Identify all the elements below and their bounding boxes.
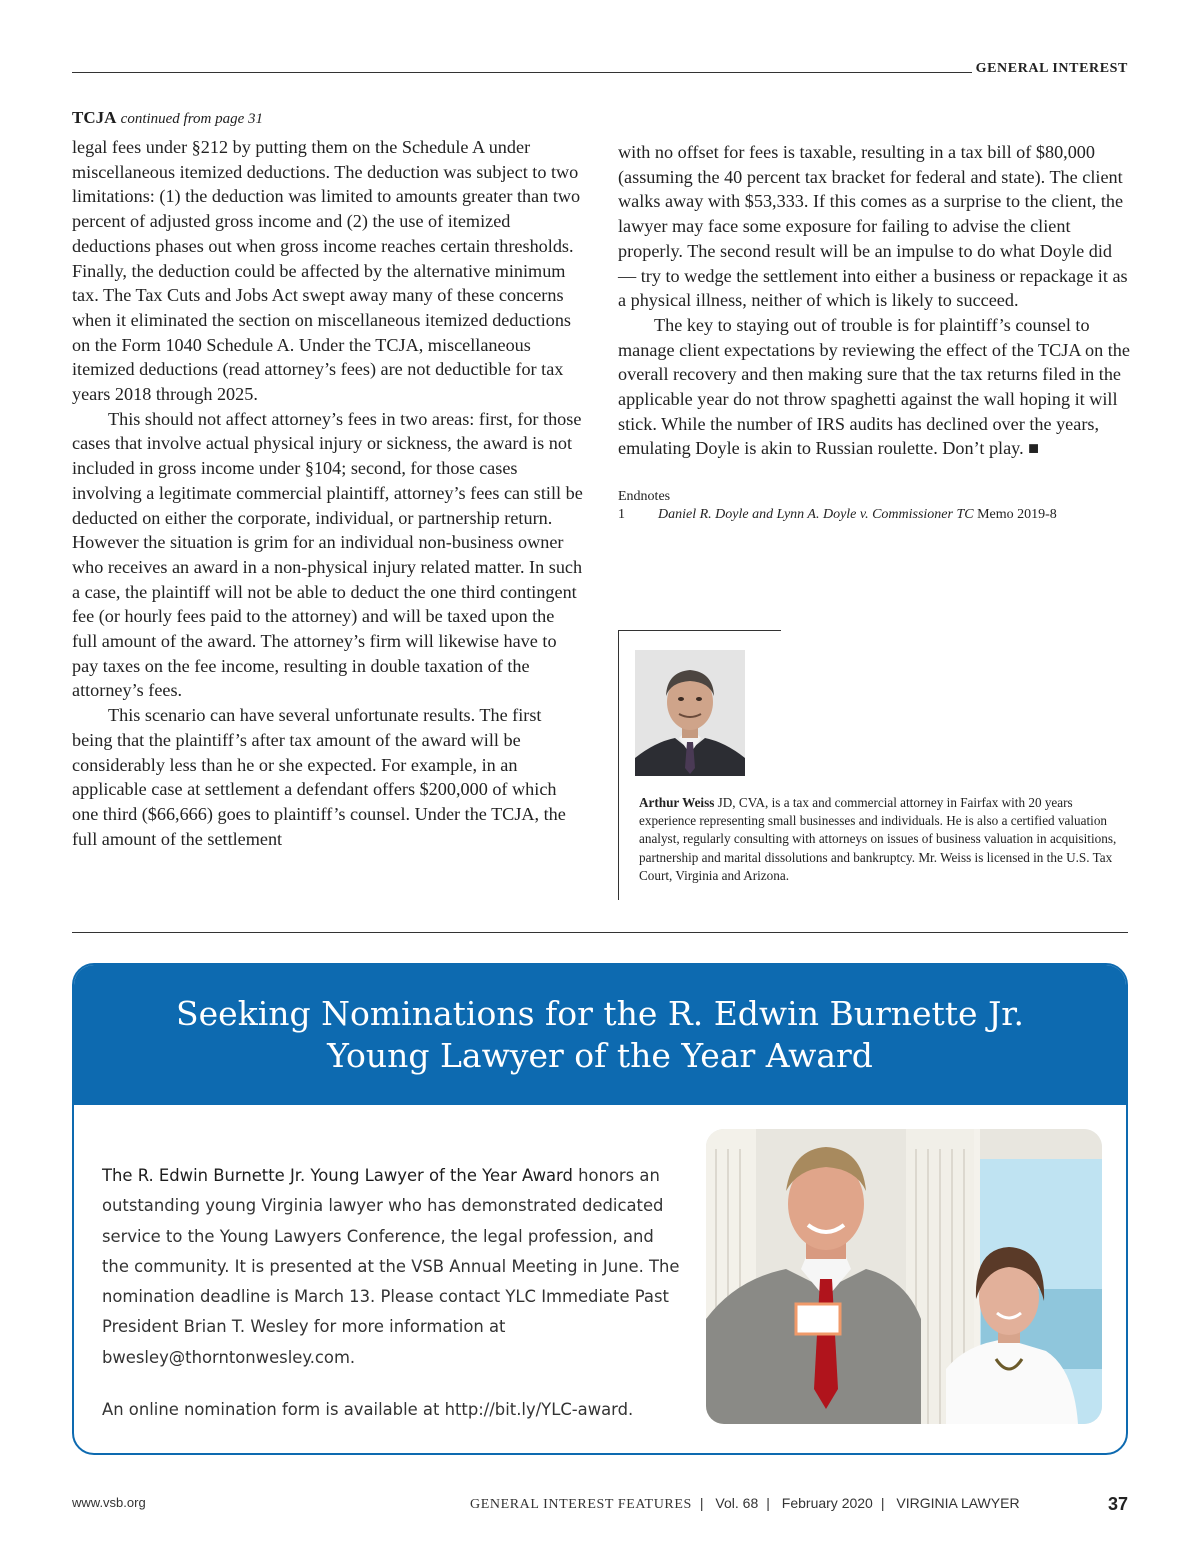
award-title-line-1: Seeking Nominations for the R. Edwin Burnette Jr. xyxy=(176,994,1024,1033)
right-body xyxy=(618,140,1130,461)
paragraph: The key to staying out of trouble is for plaintiff’s counsel to manage client expectations by reviewing the effect of the TCJA on the overall recovery and then making sure that the tax returns filed in the applicable year do not throw spaghetti against the wall hoping it will stick. While the number of IRS audits has declined over the years, emulating Doyle is akin to Russian roulette. Don’t play. ■ xyxy=(618,314,1130,459)
bio-frame xyxy=(618,630,781,631)
section-label: GENERAL INTEREST xyxy=(975,61,1128,76)
author-bio-box xyxy=(618,630,1138,900)
footer-magazine: VIRGINIA LAWYER xyxy=(896,1495,1020,1511)
continued-note: continued from page 31 xyxy=(120,111,263,127)
author-headshot-image xyxy=(635,650,745,776)
endnotes xyxy=(618,489,1130,523)
footer-info: GENERAL INTEREST FEATURES | Vol. 68 | February 2020 | VIRGINIA LAWYER xyxy=(470,1495,1020,1512)
footer-date: February 2020 xyxy=(781,1495,873,1511)
endnote-case: Daniel R. Doyle and Lynn A. Doyle v. Commissioner TC xyxy=(658,507,974,523)
award-photo xyxy=(706,1129,1102,1424)
award-description xyxy=(102,1161,682,1373)
header-rule xyxy=(72,72,972,73)
paragraph: legal fees under §212 by putting them on the Schedule A under miscellaneous itemized deductions. The deduction was subject to two limitations: (1) the deduction was limited to amounts greater than two percent of adjusted gross income and (2) the use of itemized deductions phases out when gross income reaches certain thresholds. Finally, the deduction could be affected by the alternative minimum tax. The Tax Cuts and Jobs Act swept away many of these concerns when it eliminated the section on miscellaneous itemized deductions on the Form 1040 Schedule A. Under the TCJA, miscellaneous itemized deductions (read attorney’s fees) are not deductible for tax years 2018 through 2025. xyxy=(72,137,581,405)
award-title-line-2: Young Lawyer of the Year Award xyxy=(327,1036,873,1075)
article-right-column xyxy=(618,140,1130,523)
paragraph: This scenario can have several unfortunate results. The first being that the plaintiff’s after tax amount of the award will be considerably less than he or she expected. For example, in an applicable case at settlement a defendant offers $200,000 of which one third ($66,666) goes to plaintiff’s counsel. Under the TCJA, the full amount of the settlement xyxy=(72,705,566,849)
section-divider xyxy=(72,932,1128,933)
article-left-column xyxy=(72,108,584,851)
award-photo-image xyxy=(706,1129,1102,1424)
author-bio-text: JD, CVA, is a tax and commercial attorney in Fairfax with 20 years experience representing small businesses and individuals. He is also a certified valuation analyst, regularly consulting with attorneys on issues of business valuation in acquisitions, partnership and marital dissolutions and bankruptcy. Mr. Weiss is licensed in the U.S. Tax Court, Virginia and Arizona. xyxy=(639,795,1117,883)
author-bio xyxy=(639,794,1129,885)
online-form-note: An online nomination form is available at http://bit.ly/YLC-award. xyxy=(102,1400,634,1420)
footer-section: GENERAL INTEREST FEATURES xyxy=(470,1497,692,1512)
endnotes-heading: Endnotes xyxy=(618,489,671,505)
footer-website: www.vsb.org xyxy=(72,1495,146,1510)
award-announcement xyxy=(72,963,1128,1455)
left-body xyxy=(72,135,584,851)
endnote-text xyxy=(658,507,1057,523)
award-body xyxy=(102,1161,682,1425)
award-header xyxy=(74,965,1126,1105)
endnote-number: 1 xyxy=(618,507,625,523)
award-lead: The R. Edwin Burnette Jr. Young Lawyer of the Year Award xyxy=(102,1166,573,1185)
footer-volume: Vol. 68 xyxy=(715,1495,759,1511)
bio-frame xyxy=(618,630,619,900)
continued-line xyxy=(72,108,584,130)
author-name: Arthur Weiss xyxy=(639,795,715,810)
endnote-rest: Memo 2019-8 xyxy=(973,507,1057,523)
page-number: 37 xyxy=(1107,1494,1128,1514)
endnote-item xyxy=(618,507,1130,523)
paragraph: This should not affect attorney’s fees in two areas: first, for those cases that involve actual physical injury or sickness, the award is not included in gross income under §104; second, for those cases involving a legitimate commercial plaintiff, attorney’s fees can still be deducted on either the corporate, individual, or partnership return. However the situation is grim for an individual non-business owner who receives an award in a non-physical injury related matter. In such a case, the plaintiff will not be able to deduct the one third contingent fee (or hourly fees paid to the attorney) and will be taxed upon the full amount of the award. The attorney’s firm will likewise have to pay taxes on the fee income, resulting in double taxation of the attorney’s fees. xyxy=(72,408,583,701)
author-headshot xyxy=(635,650,745,776)
continued-title: TCJA xyxy=(72,108,117,127)
paragraph: with no offset for fees is taxable, resulting in a tax bill of $80,000 (assuming the 40 percent tax bracket for federal and state). The client walks away with $53,333. If this comes as a surprise to the client, the lawyer may face some exposure for failing to advise the client properly. The second result will be an impulse to do what Doyle did — try to wedge the settlement into either a business or repackage it as a physical illness, neither of which is likely to succeed. xyxy=(618,142,1128,311)
award-description-text: honors an outstanding young Virginia lawyer who has demonstrated dedicated service to the Young Lawyers Conference, the legal profession, and the community. It is presented at the VSB Annual Meeting in June. The nomination deadline is March 13. Please contact YLC Immediate Past President Brian T. Wesley for more information at bwesley@thorntonwesley.com. xyxy=(102,1166,680,1367)
